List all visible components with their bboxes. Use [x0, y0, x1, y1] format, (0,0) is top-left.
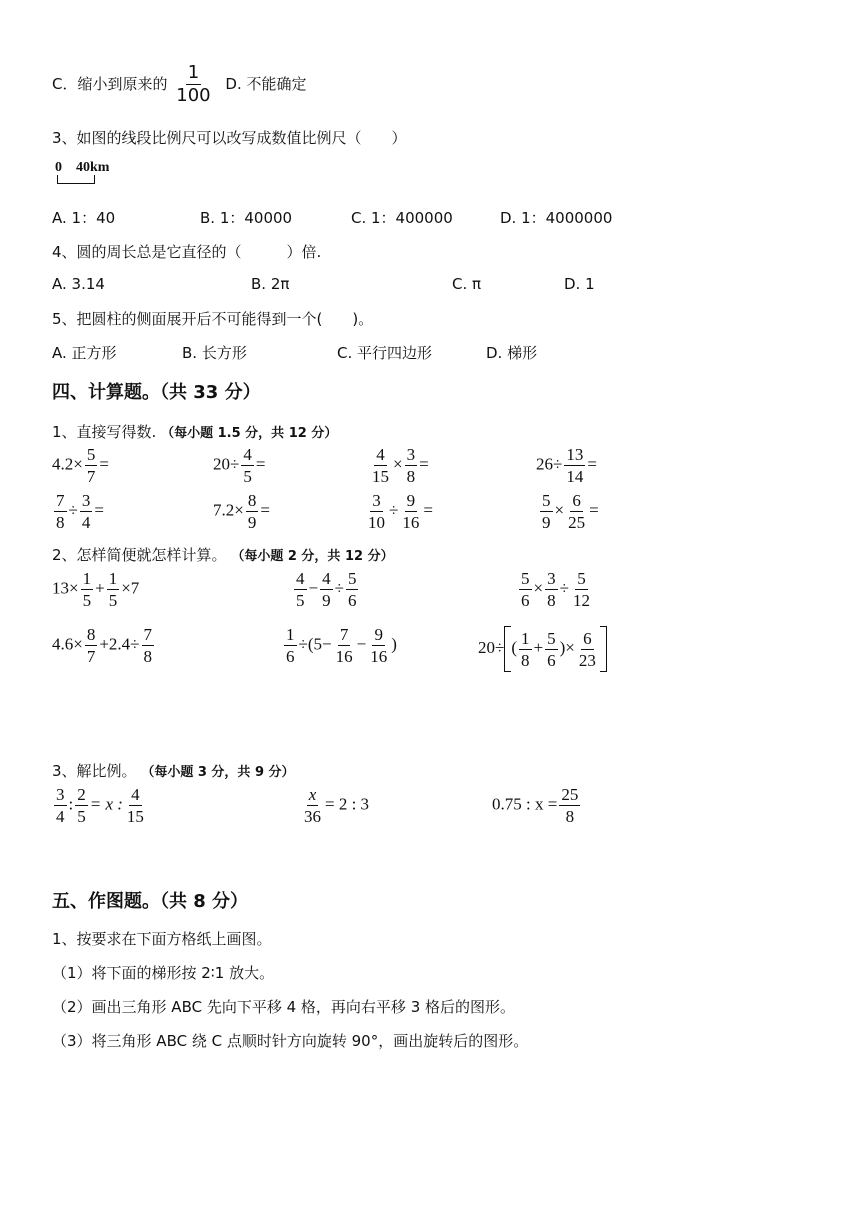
q3-option-b: B. 1：40000	[200, 209, 293, 227]
direct-calc-5: $\frac{7}{8}$ ÷ $\frac{3}{4}$ =	[56, 491, 104, 532]
section-5-heading: 五、作图题。（共 8 分）	[52, 891, 249, 912]
q3-option-a: A. 1：40	[52, 209, 116, 227]
q3-option-c: C. 1：400000	[351, 209, 453, 227]
section-4-heading: 四、计算题。（共 33 分）	[52, 382, 261, 403]
simplify-calc-2: $\frac{4}{5}$ − $\frac{4}{9}$ ÷ $\frac{5}{6}$	[296, 569, 357, 610]
scale-zero: 0	[55, 160, 62, 175]
right-bracket	[600, 626, 607, 672]
direct-calc-7: $\frac{3}{10}$ ÷ $\frac{9}{16}$ =	[368, 491, 433, 532]
drawing-task-3: （3）将三角形 ABC 绕 C 点顺时针方向旋转 90°，画出旋转后的图形。	[52, 1032, 529, 1050]
q3-option-d: D. 1：4000000	[500, 209, 613, 227]
direct-calc-6: 7.2× $\frac{8}{9}$ =	[213, 491, 270, 532]
direct-calc-2: 20÷ $\frac{4}{5}$ =	[213, 445, 266, 486]
q4-option-c: C. π	[452, 275, 482, 293]
option-d-text: D. 不能确定	[225, 75, 307, 93]
option-c-text: C．缩小到原来的	[52, 75, 168, 93]
option-c-line	[52, 64, 307, 105]
part-2-label: 2、怎样简便就怎样计算。 （每小题 2 分，共 12 分）	[52, 546, 394, 564]
q5-option-b: B. 长方形	[182, 344, 247, 362]
direct-calc-4: 26÷ $\frac{13}{14}$ =	[536, 445, 597, 486]
simplify-calc-5: $\frac{1}{6}$ ÷(5− $\frac{7}{16}$ − $\frac{9}{16}$ )	[286, 625, 397, 666]
drawing-task-intro: 1、按要求在下面方格纸上画图。	[52, 930, 272, 948]
proportion-3: 0.75 : x = $\frac{25}{8}$	[492, 785, 579, 826]
part-1-label: 1、直接写得数. （每小题 1.5 分，共 12 分）	[52, 423, 338, 441]
drawing-task-1: （1）将下面的梯形按 2∶1 放大。	[52, 964, 275, 982]
q4-option-b: B. 2π	[251, 275, 290, 293]
direct-calc-1: 4.2× $\frac{5}{7}$ =	[52, 445, 109, 486]
q5-text: 5、把圆柱的侧面展开后不可能得到一个( )。	[52, 310, 374, 328]
q4-text: 4、圆的周长总是它直径的（ ）倍.	[52, 243, 322, 261]
direct-calc-3: $\frac{4}{15}$ × $\frac{3}{8}$ =	[372, 445, 429, 486]
simplify-calc-4: 4.6× $\frac{8}{7}$ +2.4÷ $\frac{7}{8}$	[52, 625, 153, 666]
q4-option-a: A. 3.14	[52, 275, 105, 293]
q5-option-d: D. 梯形	[486, 344, 538, 362]
q5-option-a: A. 正方形	[52, 344, 117, 362]
proportion-1: $\frac{3}{4}$ : $\frac{2}{5}$ = x : $\frac{4}{15}$	[56, 785, 144, 826]
scale-bar	[57, 175, 95, 184]
fraction-one-hundredth: $\frac{1}{100}$	[176, 62, 211, 106]
q5-option-c: C. 平行四边形	[337, 344, 433, 362]
q3-text: 3、如图的线段比例尺可以改写成数值比例尺（ ）	[52, 129, 407, 147]
direct-calc-8: $\frac{5}{9}$ × $\frac{6}{25}$ =	[542, 491, 599, 532]
simplify-calc-6: 20÷ ( $\frac{1}{8}$ + $\frac{5}{6}$ )× $\frac{6}{23}$	[478, 626, 607, 672]
proportion-2: $\frac{x}{36}$ = 2 : 3	[304, 785, 370, 826]
drawing-task-2: （2）画出三角形 ABC 先向下平移 4 格，再向右平移 3 格后的图形。	[52, 998, 516, 1016]
scale-label: 40km	[76, 160, 110, 175]
simplify-calc-1: 13× $\frac{1}{5}$ + $\frac{1}{5}$ ×7	[52, 569, 140, 610]
simplify-calc-3: $\frac{5}{6}$ × $\frac{3}{8}$ ÷ $\frac{5}{12}$	[521, 569, 590, 610]
q4-option-d: D. 1	[564, 275, 595, 293]
part-3-label: 3、解比例。 （每小题 3 分，共 9 分）	[52, 762, 295, 780]
